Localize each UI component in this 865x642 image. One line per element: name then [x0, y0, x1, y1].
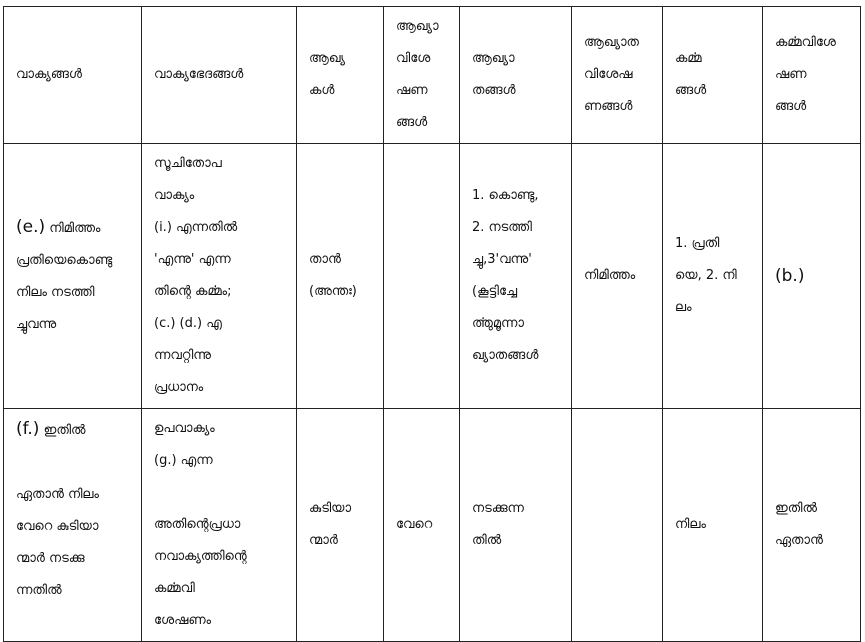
header-subject-modifiers: ആഖ്യാ വിശേ ഷണ ങ്ങൾ	[384, 7, 460, 144]
table-row-e	[4, 144, 861, 409]
cell-subject-f: കുടിയാ ന്മാർ	[297, 409, 384, 642]
grammar-analysis-table	[3, 6, 861, 642]
cell-predicate-modifier-f	[572, 409, 663, 642]
cell-subject-modifier-e	[384, 144, 460, 409]
header-sentence-types: വാക്യഭേദങ്ങൾ	[142, 7, 297, 144]
header-row	[4, 7, 861, 144]
table-row-f	[4, 409, 861, 642]
cell-sentence-e: (e.) നിമിത്തം പ്രതിയെകൊണ്ടു നിലം നടത്തി ച്ചുവന്നു	[4, 144, 142, 409]
cell-object-f: നിലം	[663, 409, 763, 642]
cell-object-e: 1. പ്രതി യെ, 2. നി ലം	[663, 144, 763, 409]
header-object-modifiers: കൎമ്മവിശേ ഷണ ങ്ങൾ	[763, 7, 861, 144]
cell-kind-e: സൂചിതോപ വാക്യം (i.) എന്നതിൽ 'എന്നു' എന്ന തിന്റെ കൎമ്മം; (c.) (d.) എ ന്നവറ്റിന്നു പ്രധാനം	[142, 144, 297, 409]
header-subjects: ആഖ്യ കൾ	[297, 7, 384, 144]
header-predicate-modifiers: ആഖ്യാത വിശേഷ ണങ്ങൾ	[572, 7, 663, 144]
header-objects: കൎമ്മ ങ്ങൾ	[663, 7, 763, 144]
cell-object-modifier-e: (b.)	[763, 144, 861, 409]
sentence-marker-e: (e.)	[16, 217, 46, 237]
cell-kind-f: ഉപവാക്യം (g.) എന്ന അതിന്റെപ്രധാ നവാക്യത്തിന്റെ കൎമ്മവി ശേഷണം	[142, 409, 297, 642]
header-predicates: ആഖ്യാ തങ്ങൾ	[460, 7, 572, 144]
header-sentences: വാക്യങ്ങൾ	[4, 7, 142, 144]
cell-sentence-f: (f.) ഇതിൽ ഏതാൻ നിലം വേറെ കുടിയാ ന്മാർ നടക്കു ന്നതിൽ	[4, 409, 142, 642]
cell-predicate-modifier-e: നിമിത്തം	[572, 144, 663, 409]
cell-subject-e: താൻ (അന്തഃ)	[297, 144, 384, 409]
cell-predicate-f: നടക്കുന്ന തിൽ	[460, 409, 572, 642]
cell-subject-modifier-f: വേറെ	[384, 409, 460, 642]
sentence-marker-f: (f.)	[16, 419, 40, 439]
cell-object-modifier-f: ഇതിൽ ഏതാൻ	[763, 409, 861, 642]
cell-predicate-e: 1. കൊണ്ടു, 2. നടത്തി ച്ചു,3'വന്നു' (കൂട്ടിച്ചേ ൎത്തുമൂന്നാ ഖ്യാതങ്ങൾ	[460, 144, 572, 409]
